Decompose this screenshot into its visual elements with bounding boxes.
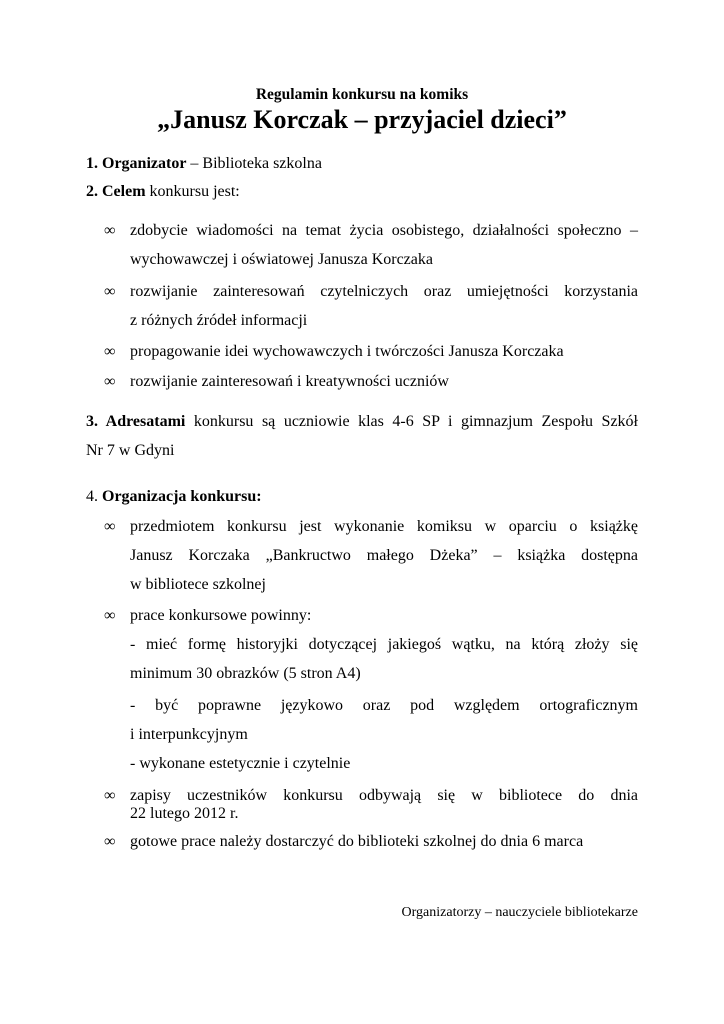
document-subtitle: Regulamin konkursu na komiks xyxy=(255,86,469,103)
org-sub-item-3: - wykonane estetycznie i czytelnie xyxy=(130,755,351,772)
section-goal xyxy=(86,182,240,202)
org-sub-item-2-line-1: - być poprawne językowo oraz pod względem ortograficznym xyxy=(130,697,638,714)
section-recipients-text: konkursu są uczniowie klas 4-6 SP i gimnazjum Zespołu Szkół xyxy=(185,413,639,430)
goal-item-4: rozwijanie zainteresowań i kreatywności uczniów xyxy=(130,373,449,390)
section-organizer xyxy=(86,154,322,174)
org-item-3-line-2: 22 lutego 2012 r. xyxy=(130,805,239,822)
org-item-1-line-2: Janusz Korczaka „Bankructwo małego Dżeka” – książka dostępna xyxy=(130,547,638,564)
org-item-1-line-1: przedmiotem konkursu jest wykonanie komiksu w oparciu o książkę xyxy=(130,518,638,535)
goal-item-2-line-1: rozwijanie zainteresowań czytelniczych oraz umiejętności korzystania xyxy=(130,283,638,300)
goal-item-1-line-1: zdobycie wiadomości na temat życia osobistego, działalności społeczno – xyxy=(130,222,638,239)
org-item-1-line-3: w bibliotece szkolnej xyxy=(130,576,266,593)
bullet-icon: ∞ xyxy=(104,518,116,535)
bullet-icon: ∞ xyxy=(104,787,116,804)
section-organization-label: Organizacja konkursu: xyxy=(102,488,262,505)
section-recipients-line-2: Nr 7 w Gdyni xyxy=(86,442,175,459)
bullet-icon: ∞ xyxy=(104,373,116,390)
org-sub-item-1-line-1: - mieć formę historyjki dotyczącej jakiegoś wątku, na którą złoży się xyxy=(130,636,638,653)
goal-item-3: propagowanie idei wychowawczych i twórczości Janusza Korczaka xyxy=(130,343,564,360)
bullet-icon: ∞ xyxy=(104,607,116,624)
document-title: „Janusz Korczak – przyjaciel dzieci” xyxy=(157,105,567,134)
section-organizer-label: 1. Organizator xyxy=(86,155,187,172)
bullet-icon: ∞ xyxy=(104,833,116,850)
section-organizer-text: – Biblioteka szkolna xyxy=(186,155,322,172)
goal-item-2-line-2: z różnych źródeł informacji xyxy=(130,312,308,329)
bullet-icon: ∞ xyxy=(104,283,116,300)
bullet-icon: ∞ xyxy=(104,343,116,360)
org-sub-item-1-line-2: minimum 30 obrazków (5 stron A4) xyxy=(130,665,361,682)
section-organization xyxy=(86,487,262,507)
org-sub-item-2-line-2: i interpunkcyjnym xyxy=(130,726,248,743)
goal-item-1-line-2: wychowawczej i oświatowej Janusza Korczaka xyxy=(130,251,433,268)
org-item-3-line-1: zapisy uczestników konkursu odbywają się w bibliotece do dnia xyxy=(130,787,638,804)
section-goal-text: konkursu jest: xyxy=(145,183,240,200)
org-item-2: prace konkursowe powinny: xyxy=(130,607,312,624)
section-recipients-label: 3. Adresatami xyxy=(86,413,186,430)
section-goal-label: 2. Celem xyxy=(86,183,146,200)
section-organization-number: 4. xyxy=(86,488,102,505)
org-item-4: gotowe prace należy dostarczyć do biblioteki szkolnej do dnia 6 marca xyxy=(130,833,584,850)
footer-signature: Organizatorzy – nauczyciele bibliotekarze xyxy=(401,905,638,920)
section-recipients-line-1 xyxy=(86,412,638,432)
bullet-icon: ∞ xyxy=(104,222,116,239)
